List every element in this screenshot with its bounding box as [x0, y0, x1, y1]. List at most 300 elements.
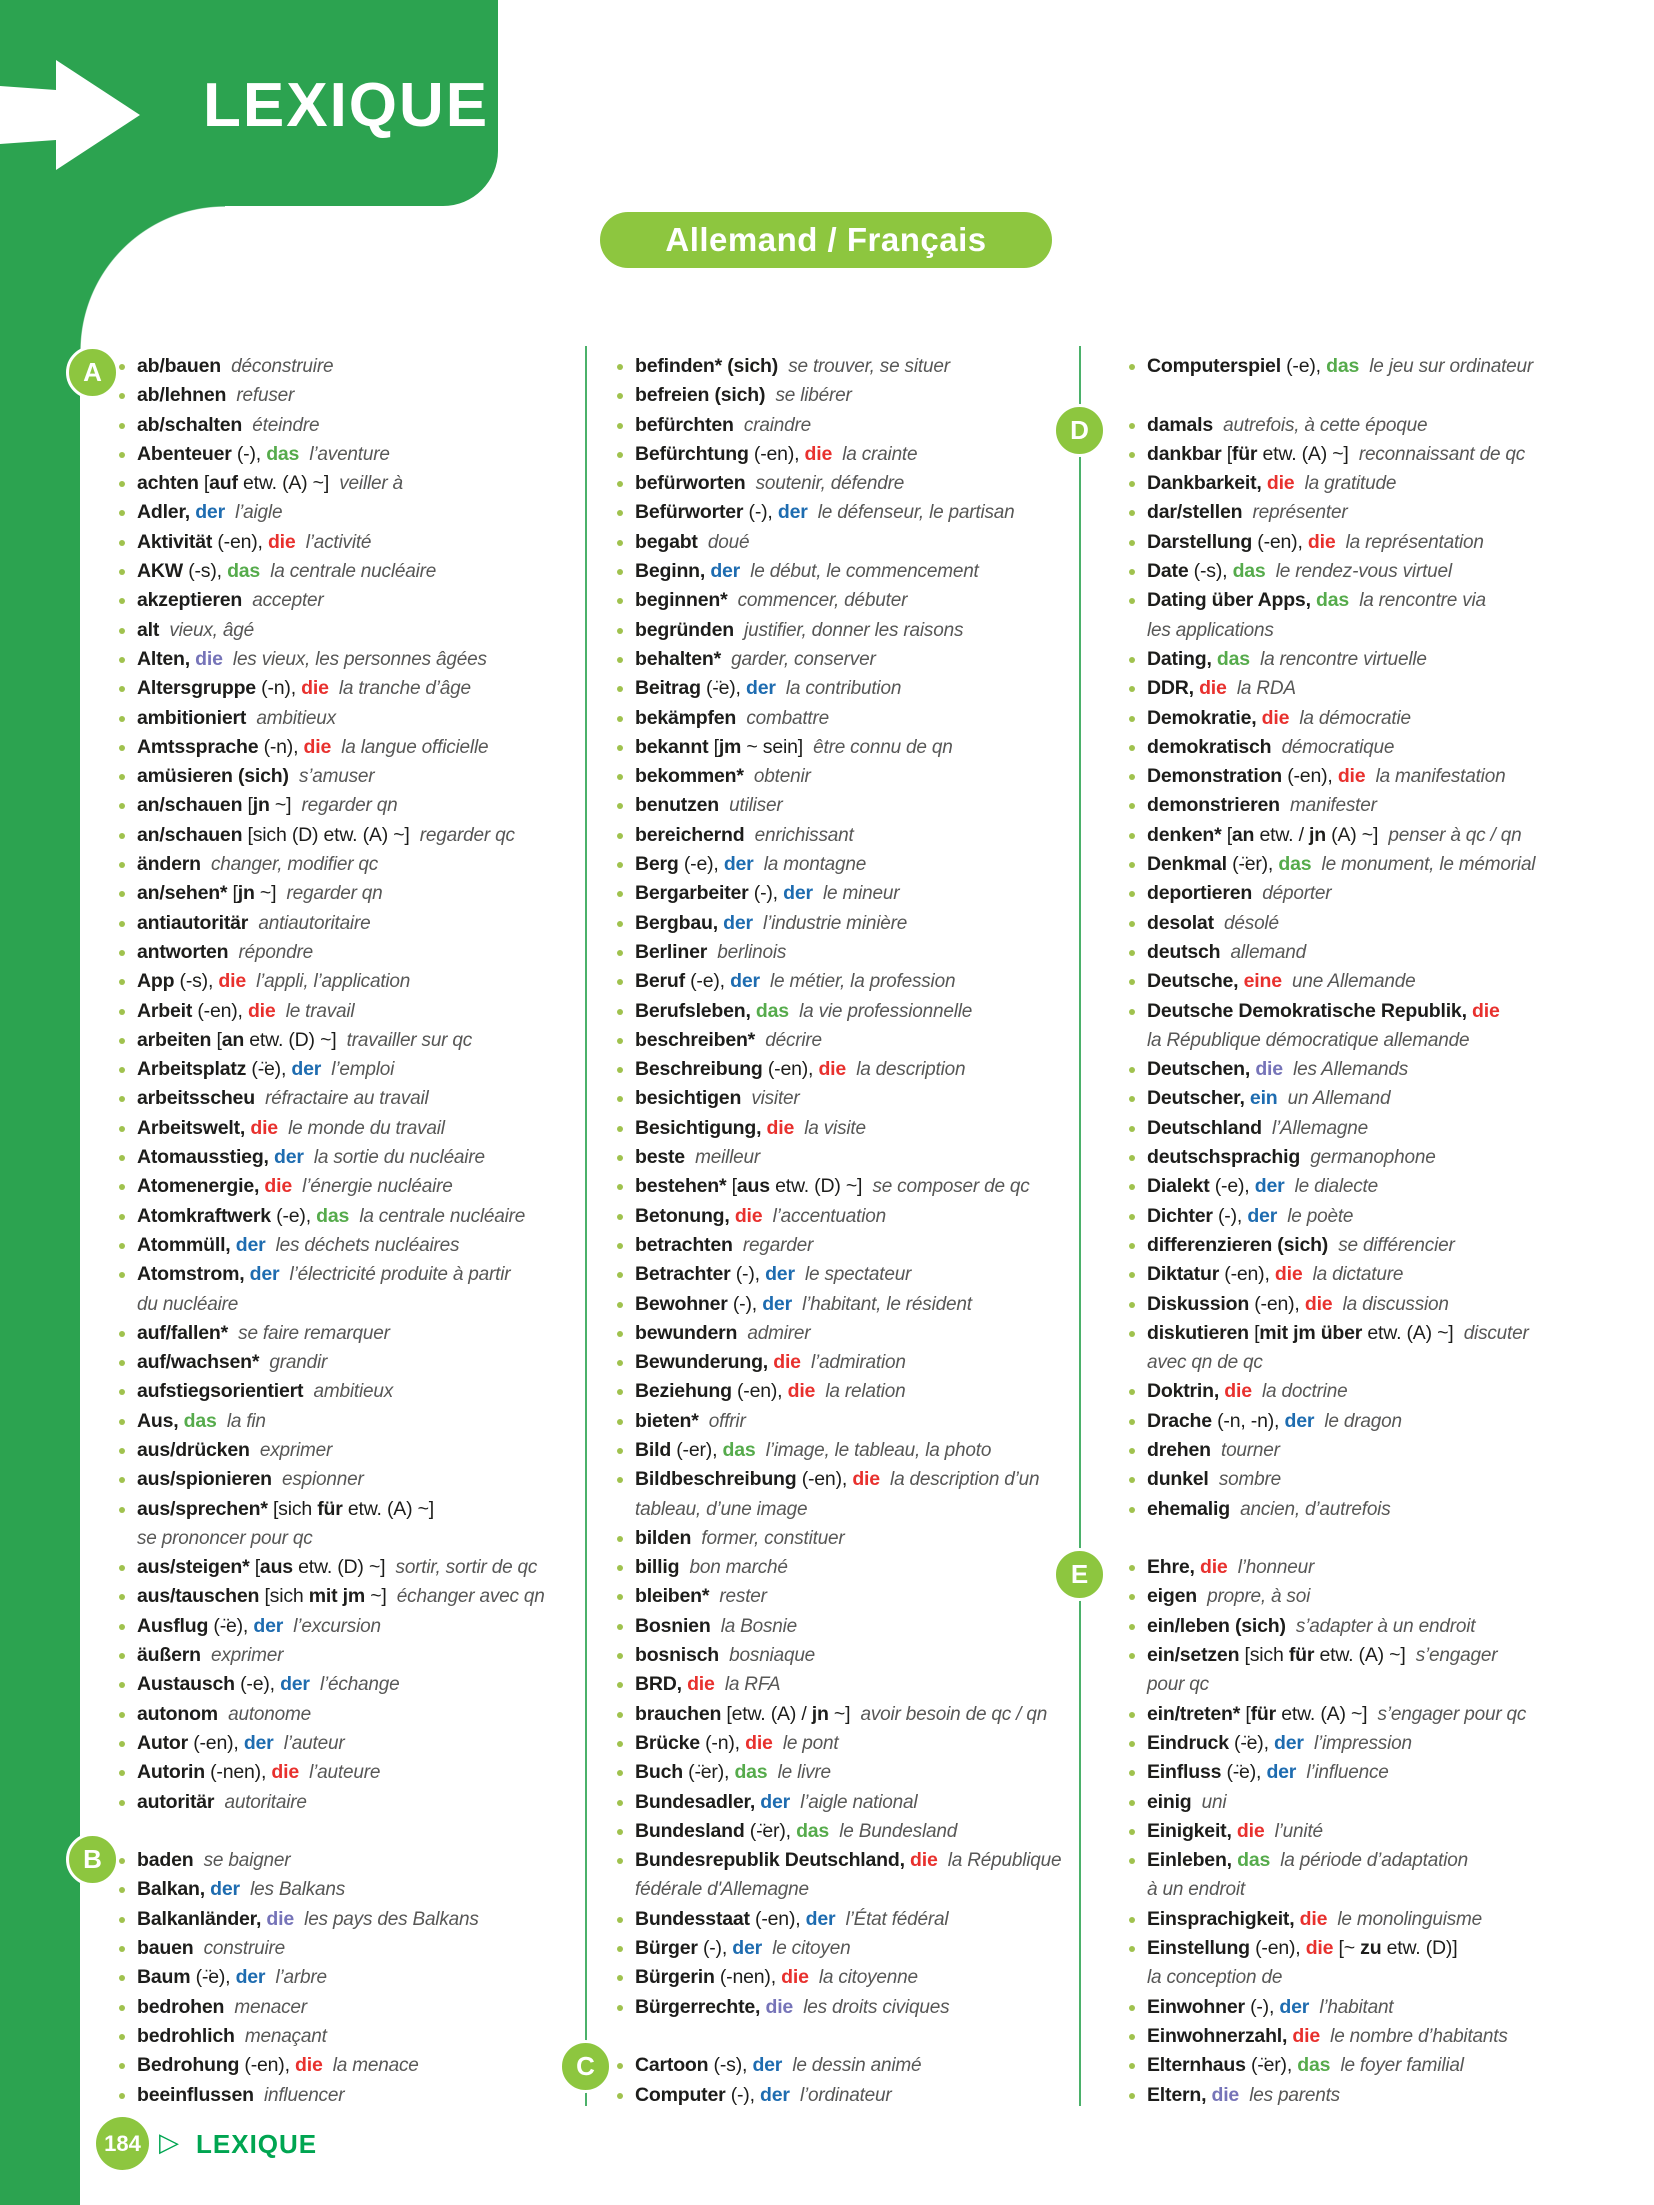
entry-grammar: (-en),: [1252, 530, 1308, 553]
page-number-badge: 184: [96, 2117, 149, 2170]
entry-german: brauchen: [635, 1702, 727, 1725]
entry-grammar: (-n),: [258, 735, 304, 758]
entry-french: se composer de qc: [862, 1176, 1030, 1198]
entry-article-der: der: [230, 1233, 266, 1256]
entry-french: s’engager: [1405, 1645, 1498, 1667]
entry-german: achten: [137, 472, 204, 495]
entry-german: Bürger: [635, 1937, 698, 1960]
entry-german: Baum: [137, 1966, 191, 1989]
bullet-icon: [1129, 540, 1135, 546]
entry-grammar: (-en),: [188, 1731, 244, 1754]
bullet-icon: [1129, 364, 1135, 370]
entry-french: les applications: [1147, 619, 1274, 641]
entry-french: l’emploi: [321, 1059, 395, 1081]
lexicon-entry: [1126, 2051, 1616, 2080]
entry-french: désolé: [1213, 912, 1279, 934]
bullet-icon: [119, 1360, 125, 1366]
bullet-icon: [617, 423, 623, 429]
entry-french: la rencontre virtuelle: [1249, 648, 1427, 670]
entry-french: le pont: [772, 1732, 839, 1754]
lexicon-entry: [614, 997, 1074, 1026]
lexicon-entry: [1126, 850, 1616, 879]
lexicon-entry: [614, 1084, 1074, 1113]
lexicon-entry: [1126, 938, 1616, 967]
entry-article-der: der: [1247, 1204, 1278, 1227]
entry-german: Deutsche Demokratische Republik,: [1147, 999, 1467, 1022]
entry-french: avoir besoin de qc / qn: [850, 1703, 1048, 1725]
entry-article-der: der: [235, 1966, 266, 1989]
entry-german: Cartoon: [635, 2054, 709, 2077]
entry-grammar: etw. (A) ~]: [237, 472, 330, 495]
bullet-icon: [617, 364, 623, 370]
bullet-icon: [1129, 1507, 1135, 1513]
lexicon-entry: [116, 791, 581, 820]
lexicon-entry: [1126, 674, 1616, 703]
entry-article-der: der: [730, 970, 760, 993]
entry-german: Arbeitsplatz: [137, 1058, 247, 1081]
bullet-icon: [119, 1477, 125, 1483]
bullet-icon: [119, 1858, 125, 1864]
entry-french: l’appli, l’application: [245, 971, 411, 993]
entry-grammar: (-̈e),: [1228, 1731, 1275, 1754]
bullet-icon: [1129, 2034, 1135, 2040]
entry-grammar: (-),: [743, 501, 778, 524]
entry-french: démocratique: [1271, 736, 1395, 758]
entry-grammar: (-en),: [192, 999, 248, 1022]
bullet-icon: [119, 1917, 125, 1923]
lexicon-entry: [116, 1670, 581, 1699]
entry-french: les droits civiques: [793, 1996, 950, 2018]
entry-german: Beruf: [635, 970, 685, 993]
entry-grammar: etw. (A) ~]: [1314, 1644, 1406, 1667]
entry-german: für: [1288, 1644, 1315, 1667]
lexicon-entry: [116, 411, 581, 440]
lexicon-entry: [116, 1143, 581, 1172]
entry-german: an/schauen: [137, 823, 248, 846]
entry-article-die: die: [818, 1058, 847, 1081]
entry-german: desolat: [1147, 911, 1214, 934]
lexicon-entry: [614, 762, 1074, 791]
entry-german: Date: [1147, 560, 1189, 583]
lexicon-entry: [116, 1905, 581, 1934]
entry-german: beschreiben*: [635, 1028, 756, 1051]
entry-german: befinden* (sich): [635, 355, 779, 377]
lexicon-entry: [1126, 967, 1616, 996]
entry-continuation: [116, 1524, 581, 1553]
entry-french: la crainte: [832, 443, 918, 465]
entry-grammar: (-),: [748, 882, 784, 905]
entry-german: bosnisch: [635, 1644, 719, 1667]
entry-french: la relation: [815, 1381, 906, 1403]
entry-german: antiautoritär: [137, 911, 249, 934]
bullet-icon: [119, 1009, 125, 1015]
entry-german: Berliner: [635, 940, 708, 963]
entry-french: menacer: [224, 1996, 307, 2018]
entry-grammar: (-e),: [678, 853, 724, 876]
entry-french: les vieux, les personnes âgées: [222, 648, 487, 670]
entry-grammar: (-s),: [1188, 560, 1233, 583]
entry-german: Deutscher,: [1147, 1087, 1245, 1110]
entry-german: Dating,: [1147, 647, 1212, 670]
bullet-icon: [119, 423, 125, 429]
entry-german: Computer: [635, 2083, 726, 2106]
lexicon-entry: [1126, 2081, 1616, 2110]
bullet-icon: [119, 628, 125, 634]
bullet-icon: [617, 921, 623, 927]
bullet-icon: [119, 1448, 125, 1454]
entry-french: exprimer: [200, 1645, 284, 1667]
entry-german: zu: [1360, 1937, 1382, 1960]
lexicon-entry: [1126, 1172, 1616, 1201]
entry-german: an: [221, 1028, 245, 1051]
lexicon-entry: [614, 1934, 1074, 1963]
bullet-icon: [119, 921, 125, 927]
entry-grammar: [: [1245, 1702, 1251, 1725]
entry-french: justifier, donner les raisons: [733, 619, 964, 641]
entry-french: espionner: [271, 1469, 364, 1491]
entry-french: se baigner: [193, 1850, 291, 1872]
entry-french: le dragon: [1314, 1410, 1402, 1432]
lexicon-entry: [116, 1377, 581, 1406]
lexicon-entry: [614, 1231, 1074, 1260]
entry-french: les parents: [1239, 2084, 1340, 2106]
entry-continuation: [614, 1495, 1074, 1524]
entry-french: utiliser: [718, 795, 783, 817]
lexicon-entry: [116, 469, 581, 498]
bullet-icon: [119, 364, 125, 370]
entry-french: la fin: [216, 1410, 266, 1432]
entry-french: la centrale nucléaire: [260, 561, 437, 583]
entry-german: damals: [1147, 413, 1214, 436]
entry-german: bekommen*: [635, 765, 744, 788]
lexicon-entry: [614, 967, 1074, 996]
entry-german: billig: [635, 1556, 680, 1579]
entry-article-die-plural: die: [760, 1995, 794, 2018]
lexicon-entry: [614, 586, 1074, 615]
entry-french: un Allemand: [1277, 1088, 1391, 1110]
lexicon-entry: [116, 528, 581, 557]
lexicon-entry: [1126, 1260, 1616, 1289]
lexicon-entry: [1126, 1290, 1616, 1319]
lexicon-entry: [614, 1846, 1074, 1875]
bullet-icon: [1129, 1829, 1135, 1835]
entry-article-der: der: [1279, 1995, 1310, 2018]
entry-article-die: die: [259, 1175, 293, 1198]
entry-german: Einfluss: [1147, 1761, 1222, 1784]
bullet-icon: [1129, 598, 1135, 604]
entry-french: se trouver, se situer: [778, 356, 950, 377]
entry-german: Einsprachigkeit,: [1147, 1907, 1295, 1930]
entry-french: fédérale d'Allemagne: [635, 1879, 809, 1901]
entry-german: beste: [635, 1146, 685, 1169]
bullet-icon: [119, 1741, 125, 1747]
bullet-icon: [119, 1331, 125, 1337]
lexicon-entry: [614, 1963, 1074, 1992]
section-badge-a: A: [66, 346, 119, 399]
entry-german: Beschreibung: [635, 1058, 763, 1081]
entry-french: la vie professionnelle: [788, 1000, 973, 1022]
entry-german: Dankbarkeit,: [1147, 472, 1262, 495]
bullet-icon: [1129, 1770, 1135, 1776]
bullet-icon: [119, 1419, 125, 1425]
bullet-icon: [119, 393, 125, 399]
entry-french: influencer: [253, 2084, 345, 2106]
bullet-icon: [119, 950, 125, 956]
entry-german: beeinflussen: [137, 2083, 254, 2106]
bullet-icon: [617, 1360, 623, 1366]
entry-article-die: die: [852, 1468, 880, 1491]
entry-french: soutenir, défendre: [745, 473, 905, 495]
bullet-icon: [119, 569, 125, 575]
entry-article-die: die: [1274, 1263, 1303, 1286]
lexicon-entry: [1126, 879, 1616, 908]
bullet-icon: [617, 1946, 623, 1952]
entry-grammar: etw. (D) ~]: [292, 1556, 386, 1579]
entry-german: Berufsleben,: [635, 999, 751, 1022]
bullet-icon: [119, 1682, 125, 1688]
bullet-icon: [119, 1770, 125, 1776]
entry-german: deutschsprachig: [1147, 1146, 1301, 1169]
bullet-icon: [1129, 1800, 1135, 1806]
entry-french: combattre: [736, 707, 829, 729]
lexicon-entry: [116, 1729, 581, 1758]
entry-german: bedrohlich: [137, 2024, 235, 2047]
entry-german: Aus,: [137, 1409, 179, 1432]
entry-german: App: [137, 970, 175, 993]
entry-article-der: der: [1284, 1409, 1315, 1432]
section-spacer: [1126, 381, 1616, 410]
entry-article-der: der: [1254, 1175, 1285, 1198]
entry-grammar: (-̈e),: [246, 1058, 292, 1081]
bullet-icon: [617, 1653, 623, 1659]
entry-german: Betonung,: [635, 1204, 730, 1227]
entry-french: l’énergie nucléaire: [292, 1176, 453, 1198]
entry-german: befürworten: [635, 472, 746, 495]
entry-grammar: (-s),: [182, 560, 228, 583]
entry-german: an/sehen*: [137, 882, 233, 905]
lexicon-entry: [1126, 528, 1616, 557]
entry-french: la montagne: [753, 854, 867, 876]
bullet-icon: [617, 1594, 623, 1600]
lexicon-entry: [1126, 1436, 1616, 1465]
entry-article-der: der: [717, 911, 753, 934]
entry-german: bewundern: [635, 1321, 738, 1344]
entry-french: la République: [937, 1850, 1062, 1872]
bullet-icon: [617, 1800, 623, 1806]
entry-french: l’habitant: [1309, 1996, 1394, 2018]
entry-german: Balkanländer,: [137, 1907, 262, 1930]
bullet-icon: [119, 833, 125, 839]
lexicon-entry: [1126, 1143, 1616, 1172]
entry-german: Drache: [1147, 1409, 1212, 1432]
lexicon-entry: [1126, 498, 1616, 527]
entry-article-das: das: [1310, 589, 1350, 612]
entry-french: reconnaissant de qc: [1348, 443, 1526, 465]
entry-grammar: (-n),: [255, 677, 302, 700]
entry-french: grandir: [259, 1352, 328, 1374]
lexicon-entry: [116, 733, 581, 762]
lexicon-entry: [116, 1758, 581, 1787]
bullet-icon: [617, 1009, 623, 1015]
entry-french: déconstruire: [221, 356, 334, 377]
entry-german: Einwohner: [1147, 1995, 1245, 2018]
entry-french: le mineur: [812, 883, 900, 905]
lexicon-entry: [116, 1993, 581, 2022]
entry-grammar: etw. (A) ~]: [1257, 442, 1349, 465]
entry-german: Bundesland: [635, 1819, 745, 1842]
lexicon-entry: [116, 1407, 581, 1436]
entry-german: ein/setzen: [1147, 1644, 1245, 1667]
entry-french: l’Allemagne: [1261, 1117, 1369, 1139]
bullet-icon: [617, 569, 623, 575]
lexicon-entry: [614, 733, 1074, 762]
bullet-icon: [617, 1184, 623, 1190]
entry-article-das: das: [722, 1438, 756, 1461]
entry-continuation: [1126, 1875, 1616, 1904]
entry-german: autonom: [137, 1702, 218, 1725]
entry-french: l’auteure: [298, 1762, 381, 1784]
entry-french: craindre: [733, 414, 811, 436]
bullet-icon: [119, 481, 125, 487]
bullet-icon: [1129, 921, 1135, 927]
entry-french: le poète: [1277, 1205, 1354, 1227]
entry-article-der: der: [244, 1263, 280, 1286]
entry-french: l’électricité produite à partir: [279, 1264, 511, 1286]
lexicon-entry: [614, 1553, 1074, 1582]
lexicon-entry: [116, 704, 581, 733]
bullet-icon: [119, 1184, 125, 1190]
bullet-icon: [1129, 657, 1135, 663]
bullet-icon: [617, 657, 623, 663]
entry-french: bon marché: [679, 1557, 788, 1579]
entry-german: Bürgerin: [635, 1966, 715, 1989]
entry-german: Dichter: [1147, 1204, 1213, 1227]
entry-french: sortir, sortir de qc: [385, 1557, 538, 1579]
entry-german: jn: [237, 882, 255, 905]
entry-grammar: (-nen),: [714, 1966, 782, 1989]
entry-continuation: [1126, 1026, 1616, 1055]
entry-german: Buch: [635, 1761, 683, 1784]
entry-french: l’arbre: [265, 1967, 327, 1989]
entry-french: s’adapter à un endroit: [1285, 1615, 1476, 1637]
lexicon-entry: [1126, 469, 1616, 498]
entry-grammar: [: [232, 882, 238, 905]
entry-german: Amtssprache: [137, 735, 259, 758]
entry-article-die-plural: die: [261, 1907, 295, 1930]
entry-german: eigen: [1147, 1585, 1197, 1608]
entry-german: Besichtigung,: [635, 1116, 762, 1139]
entry-article-die: die: [781, 1966, 809, 1989]
entry-article-die: die: [1337, 765, 1366, 788]
entry-french: exprimer: [249, 1439, 333, 1461]
entry-french: l’image, le tableau, la photo: [755, 1439, 992, 1461]
bullet-icon: [617, 628, 623, 634]
entry-german: differenzieren (sich): [1147, 1233, 1329, 1256]
entry-french: le foyer familial: [1330, 2055, 1464, 2077]
entry-grammar: (-),: [730, 1263, 766, 1286]
bullet-icon: [119, 2034, 125, 2040]
entry-german: Bildbeschreibung: [635, 1468, 797, 1491]
entry-german: akzeptieren: [137, 589, 243, 612]
entry-german: aufstiegsorientiert: [137, 1380, 304, 1403]
column-divider-2: [1079, 346, 1081, 2106]
entry-french: la période d’adaptation: [1270, 1850, 1468, 1872]
entry-grammar: (-),: [725, 2083, 761, 2106]
entry-german: einig: [1147, 1790, 1192, 1813]
entry-article-die: die: [301, 677, 329, 700]
lexicon-entry: [116, 1172, 581, 1201]
entry-grammar: (-e),: [270, 1204, 317, 1227]
entry-french: le défenseur, le partisan: [807, 502, 1015, 524]
entry-article-die: die: [218, 970, 246, 993]
entry-german: Bewunderung,: [635, 1351, 769, 1374]
lexicon-entry: [614, 1319, 1074, 1348]
entry-german: Bild: [635, 1438, 672, 1461]
entry-german: Alten,: [137, 647, 190, 670]
bullet-icon: [617, 1302, 623, 1308]
entry-grammar: [: [1226, 442, 1232, 465]
lexicon-entry: [614, 1055, 1074, 1084]
lexicon-entry: [1126, 1700, 1616, 1729]
entry-french: une Allemande: [1281, 971, 1416, 993]
bullet-icon: [1129, 1917, 1135, 1923]
entry-grammar: (-̈er),: [1245, 2054, 1298, 2077]
lexicon-entry: [614, 1290, 1074, 1319]
lexicon-entry: [116, 1231, 581, 1260]
entry-grammar: ~]: [254, 882, 277, 905]
lexicon-entry: [1126, 1729, 1616, 1758]
bullet-icon: [1129, 1946, 1135, 1952]
entry-grammar: (-en),: [749, 1907, 806, 1930]
lexicon-entry: [1126, 1407, 1616, 1436]
entry-french: bosniaque: [719, 1645, 816, 1667]
entry-french: antiautoritaire: [248, 912, 371, 934]
bullet-icon: [119, 1975, 125, 1981]
bullet-icon: [119, 598, 125, 604]
entry-grammar: [sich: [272, 1497, 318, 1520]
entry-german: Bergbau,: [635, 911, 718, 934]
bullet-icon: [1129, 569, 1135, 575]
entry-french: la discussion: [1332, 1293, 1449, 1315]
entry-french: la citoyenne: [808, 1967, 918, 1989]
entry-grammar: etw. (D)]: [1381, 1937, 1458, 1960]
entry-article-das: das: [1231, 1849, 1271, 1872]
entry-french: tableau, d’une image: [635, 1498, 808, 1520]
lexicon-entry: [116, 1436, 581, 1465]
bullet-icon: [119, 1653, 125, 1659]
bullet-icon: [119, 1214, 125, 1220]
bullet-icon: [617, 745, 623, 751]
bullet-icon: [617, 393, 623, 399]
bullet-icon: [1129, 1155, 1135, 1161]
entry-german: benutzen: [635, 794, 719, 817]
entry-grammar: etw. (A) ~]: [1276, 1702, 1368, 1725]
entry-article-das: das: [734, 1761, 768, 1784]
bullet-icon: [1129, 774, 1135, 780]
entry-french: le début, le commencement: [740, 561, 979, 583]
lexicon-entry: [1126, 1612, 1616, 1641]
lexicon-entry: [116, 674, 581, 703]
lexicon-entry: [614, 352, 1074, 381]
entry-french: le livre: [767, 1762, 831, 1784]
entry-article-der: der: [243, 1731, 274, 1754]
bullet-icon: [617, 1067, 623, 1073]
entry-german: Bosnien: [635, 1614, 711, 1637]
entry-article-der: der: [765, 1263, 795, 1286]
entry-french: uni: [1191, 1791, 1227, 1813]
section-spacer: [614, 2022, 1074, 2051]
bullet-icon: [617, 2063, 623, 2069]
